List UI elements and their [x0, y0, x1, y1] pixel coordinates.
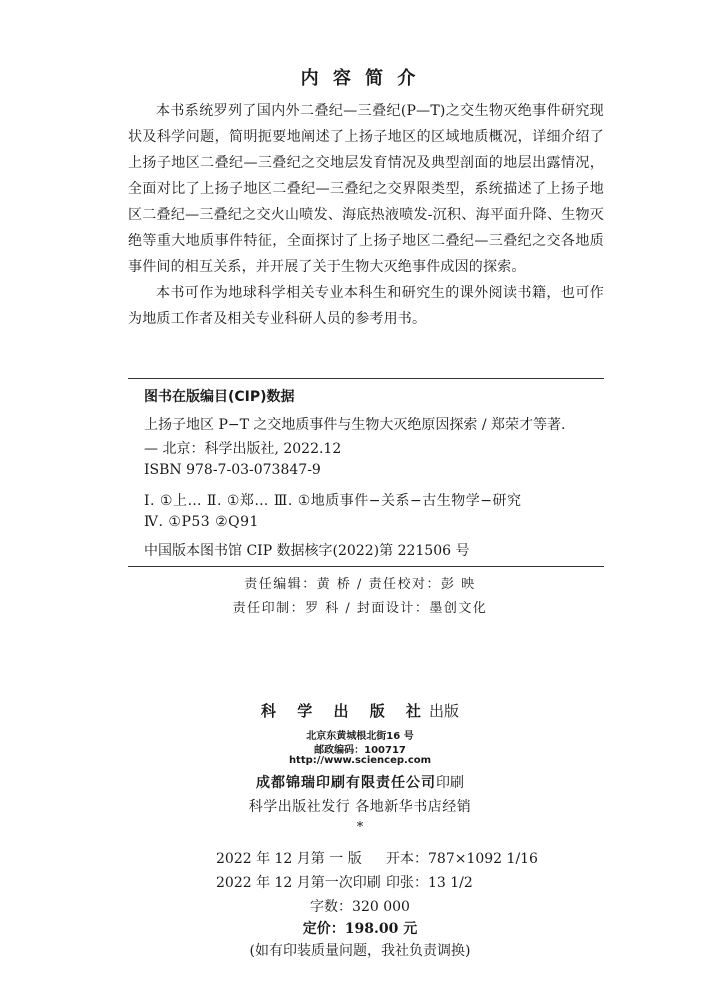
- cip-isbn-line: ISBN 978-7-03-073847-9: [144, 462, 321, 478]
- cip-title-line: 上扬子地区 P−T 之交地质事件与生物大灭绝原因探索 / 郑荣才等著.: [144, 417, 566, 433]
- separator-star: *: [356, 820, 364, 835]
- publisher-name: 科 学 出 版 社: [261, 702, 429, 720]
- summary-paragraph-2: 本书可作为地球科学相关专业本科生和研究生的课外阅读书籍，也可作为地质工作者及相关专业科研人员的参考用书。: [128, 285, 604, 327]
- summary-body: [128, 98, 604, 332]
- cip-data-number: 中国版本图书馆 CIP 数据核字(2022)第 221506 号: [144, 543, 470, 559]
- printer-suffix: 印刷: [436, 775, 464, 791]
- summary-paragraph-1: 本书系统罗列了国内外二叠纪—三叠纪(P—T)之交生物灭绝事件研究现状及科学问题，简明扼要地阐述了上扬子地区的区域地质概况，详细介绍了上扬子地区二叠纪—三叠纪之交地层发育情况及典型剖面的地层出露情况，全面对比了上扬子地区二叠纪—三叠纪之交界限类型，系统描述了上扬子地区二叠纪—三叠纪之交火山喷发、海底热液喷发-沉积、海平面升降、生物灭绝等重大地质事件特征，全面探讨了上扬子地区二叠纪—三叠纪之交各地质事件间的相互关系，并开展了关于生物大灭绝事件成因的探索。: [128, 103, 604, 275]
- printer-name: 成都锦瑞印刷有限责任公司: [256, 775, 436, 791]
- publisher-address: 北京东黄城根北街16 号: [306, 731, 414, 742]
- publisher-suffix: 出版: [428, 702, 459, 720]
- quality-notice: (如有印装质量问题，我社负责调换): [249, 943, 471, 959]
- cip-publisher-line: — 北京：科学出版社, 2022.12: [144, 441, 342, 457]
- cip-classification-line-1: Ⅰ. ①上… Ⅱ. ①郑… Ⅲ. ①地质事件−关系−古生物学−研究: [144, 493, 522, 509]
- cip-top-rule: [128, 378, 604, 379]
- word-count: 字数：320 000: [310, 899, 410, 915]
- printing-text: 2022 年 12 月第一次印刷: [216, 875, 381, 891]
- staff-line-print-design: 责任印制：罗 科 / 封面设计：墨创文化: [232, 601, 488, 616]
- publisher-website: http://www.sciencep.com: [288, 755, 432, 766]
- publisher-postcode: 邮政编码：100717: [314, 745, 406, 756]
- sheets-text: 印张：13 1/2: [386, 875, 473, 891]
- publisher-line: [0, 700, 720, 721]
- cip-bottom-rule: [128, 566, 604, 567]
- distribution-line: 科学出版社发行 各地新华书店经销: [248, 799, 472, 815]
- format-text: 开本：787×1092 1/16: [386, 851, 538, 867]
- summary-title: 内 容 简 介: [300, 68, 420, 89]
- staff-line-editors: 责任编辑：黄 桥 / 责任校对：彭 映: [244, 577, 476, 592]
- cip-heading: 图书在版编目(CIP)数据: [144, 389, 295, 405]
- price: 定价：198.00 元: [302, 921, 418, 937]
- cip-classification-line-2: Ⅳ. ①P53 ②Q91: [144, 514, 259, 530]
- printer-line: [0, 772, 720, 792]
- edition-text: 2022 年 12 月第 一 版: [216, 851, 362, 867]
